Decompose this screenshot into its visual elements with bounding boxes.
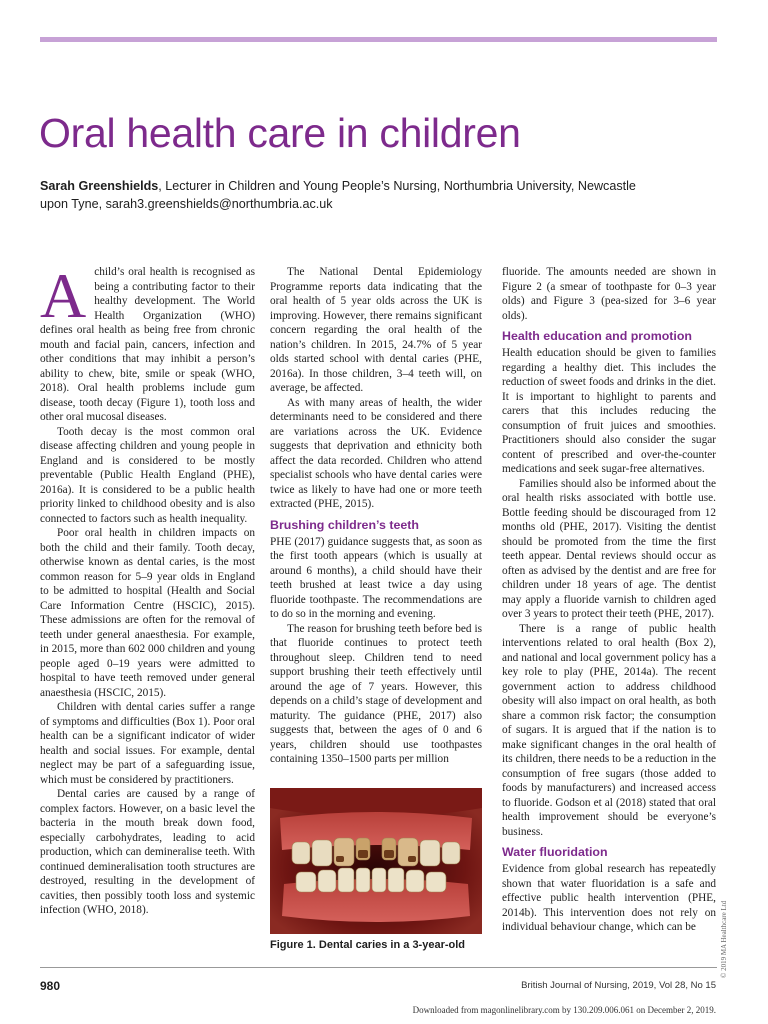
section-heading: Water fluoridation bbox=[502, 845, 608, 859]
top-rule bbox=[40, 37, 717, 42]
paragraph: Poor oral health in children impacts on both the child and their family. Tooth decay, otherwise known as dental caries, is the most common reason for 5–9 year olds in England to be admitted to hospital (Health and Social Care Information Centre (HSCIC), 2015). These admissions are often for the removal of teeth under general anaesthesia. For example, in 2015, more than 602 000 children and young people aged 0–19 years were admitted to hospital to have teeth removed under general anaesthesia (HSCIC, 2015). bbox=[40, 527, 255, 699]
paragraph: Tooth decay is the most common oral disease affecting children and young people in England and is considered to be mostly preventable (Public Health England (PHE), 2016a). It is considered to be a public health priority linked to childhood obesity and is also connected to factors such as health inequality. bbox=[40, 425, 255, 525]
paragraph: As with many areas of health, the wider determinants need to be considered and there are variations across the UK. Evidence suggests that deprivation and ethnicity both affect the data recorded. Children who attend specialist schools who have dental caries were twice as likely to have had one or more teeth extracted (PHE, 2015). bbox=[270, 396, 482, 510]
paragraph: The National Dental Epidemiology Programme reports data indicating that the oral health of 5 year olds across the UK is improving. However, there remains significant concern regarding the oral health of the nation’s children. In 2015, 24.7% of 5 year olds started school with dental caries (PHE, 2016a). In those children, 3–4 teeth will, on average, be affected. bbox=[270, 266, 482, 394]
footer-rule bbox=[40, 967, 717, 968]
journal-citation: British Journal of Nursing, 2019, Vol 28, No 15 bbox=[521, 980, 716, 991]
teeth-photo-illustration bbox=[270, 788, 482, 934]
paragraph: fluoride. The amounts needed are shown in Figure 2 (a smear of toothpaste for 0–3 year olds) and Figure 3 (pea-sized for 3–6 year olds). bbox=[502, 266, 716, 322]
paragraph: Evidence from global research has repeatedly shown that water fluoridation is a safe and effective public health intervention (PHE, 2014b). This intervention does not rely on individual behaviour change, which can be bbox=[502, 863, 716, 933]
byline bbox=[40, 177, 640, 213]
figure-caption: Figure 1. Dental caries in a 3-year-old bbox=[270, 939, 466, 951]
paragraph: Dental caries are caused by a range of complex factors. However, on a basic level the bacteria in the mouth break down food, especially carbohydrates, leading to acid production, which can demineralise teeth. With continued demineralisation tooth structures are destroyed, resulting in the development of cavities, then possibly tooth loss and systemic infection (WHO, 2018). bbox=[40, 788, 255, 916]
paragraph: Children with dental caries suffer a range of symptoms and difficulties (Box 1). Poor oral health can be a significant indicator of wider health and social issues. For example, dental neglect may be part of a safeguarding issue, which must be considered by practitioners. bbox=[40, 701, 255, 786]
paragraph: child’s oral health is recognised as being a contributing factor to their healthy development. The World Health Organization (WHO) defines oral health as being free from chronic mouth and facial pain, cancers, infection and other conditions that may inhibit a person’s ability to chew, bite, smile or speak (WHO, 2018). Oral health problems include gum disease, tooth decay (Figure 1), tooth loss and other oral mucosal diseases. bbox=[40, 266, 255, 423]
article-title: Oral health care in children bbox=[39, 110, 521, 156]
copyright-notice: © 2019 MA Healthcare Ltd bbox=[720, 900, 728, 978]
drop-cap: A bbox=[40, 260, 87, 331]
section-heading: Health education and promotion bbox=[502, 329, 692, 343]
paragraph: Families should also be informed about the oral health risks associated with bottle use. Bottle feeding should be discouraged from 12 months old (PHE, 2017). Visiting the dentist should be promoted from the time the first teeth appear. Dental reviews should occur as often as advised by the dentist and are free for children under 18 years of age. The dentist may apply a fluoride varnish to children aged over 3 years to protect their teeth (PHE, 2017). bbox=[502, 477, 716, 620]
section-heading: Brushing children’s teeth bbox=[270, 517, 419, 532]
page-number: 980 bbox=[40, 979, 61, 993]
figure-dental-photo bbox=[270, 788, 482, 934]
column-3 bbox=[502, 265, 716, 935]
paragraph: Health education should be given to families regarding a healthy diet. This includes the reduction of sweet foods and drinks in the diet. It is important to highlight to parents and carers that this includes reducing the consumption of fruit juices and smoothies. Practitioners should also consider the sugar content of prescribed and over-the-counter medications and seek sugar-free alternatives. bbox=[502, 347, 716, 475]
download-notice: Downloaded from magonlinelibrary.com by 130.209.006.061 on December 2, 2019. bbox=[412, 1005, 716, 1015]
paragraph: There is a range of public health interventions related to oral health (Box 2), and national and local government policy has a key role to play (PHE, 2014a). The recent government action to address childhood obesity will also impact on oral health, as both share a common risk factor; the consumption of sugars. It is argued that if the nation is to make significant changes in the oral health of its children, there needs to be a reduction in the consumption of free sugars (those added to foods by manufacturers) and increased access to fluoride. Godson et al (2018) stated that oral health improvement should be everyone’s business. bbox=[502, 622, 716, 838]
paragraph: The reason for brushing teeth before bed is that fluoride continues to protect teeth throughout sleep. Children tend to need support brushing their teeth effectively until around the age of 7 years. However, this depends on a child’s stage of development and maturity. The guidance (PHE, 2017) also suggests that, between the ages of 0 and 6 years, children should use toothpastes containing 1350–1500 parts per million bbox=[270, 622, 482, 765]
author-name: Sarah Greenshields bbox=[40, 179, 159, 193]
column-2 bbox=[270, 265, 482, 767]
author-affiliation: , Lecturer in Children and Young People’s Nursing, Northumbria University, Newcastle upon Tyne, sarah3.greenshields@northumbria.ac.uk bbox=[40, 179, 636, 211]
paragraph: PHE (2017) guidance suggests that, as soon as the first tooth appears (which is usually at around 6 months), a child should have their teeth brushed at least twice a day using fluoride toothpaste. The recommendations are to do so in the morning and evening. bbox=[270, 535, 482, 620]
column-1 bbox=[40, 260, 255, 918]
